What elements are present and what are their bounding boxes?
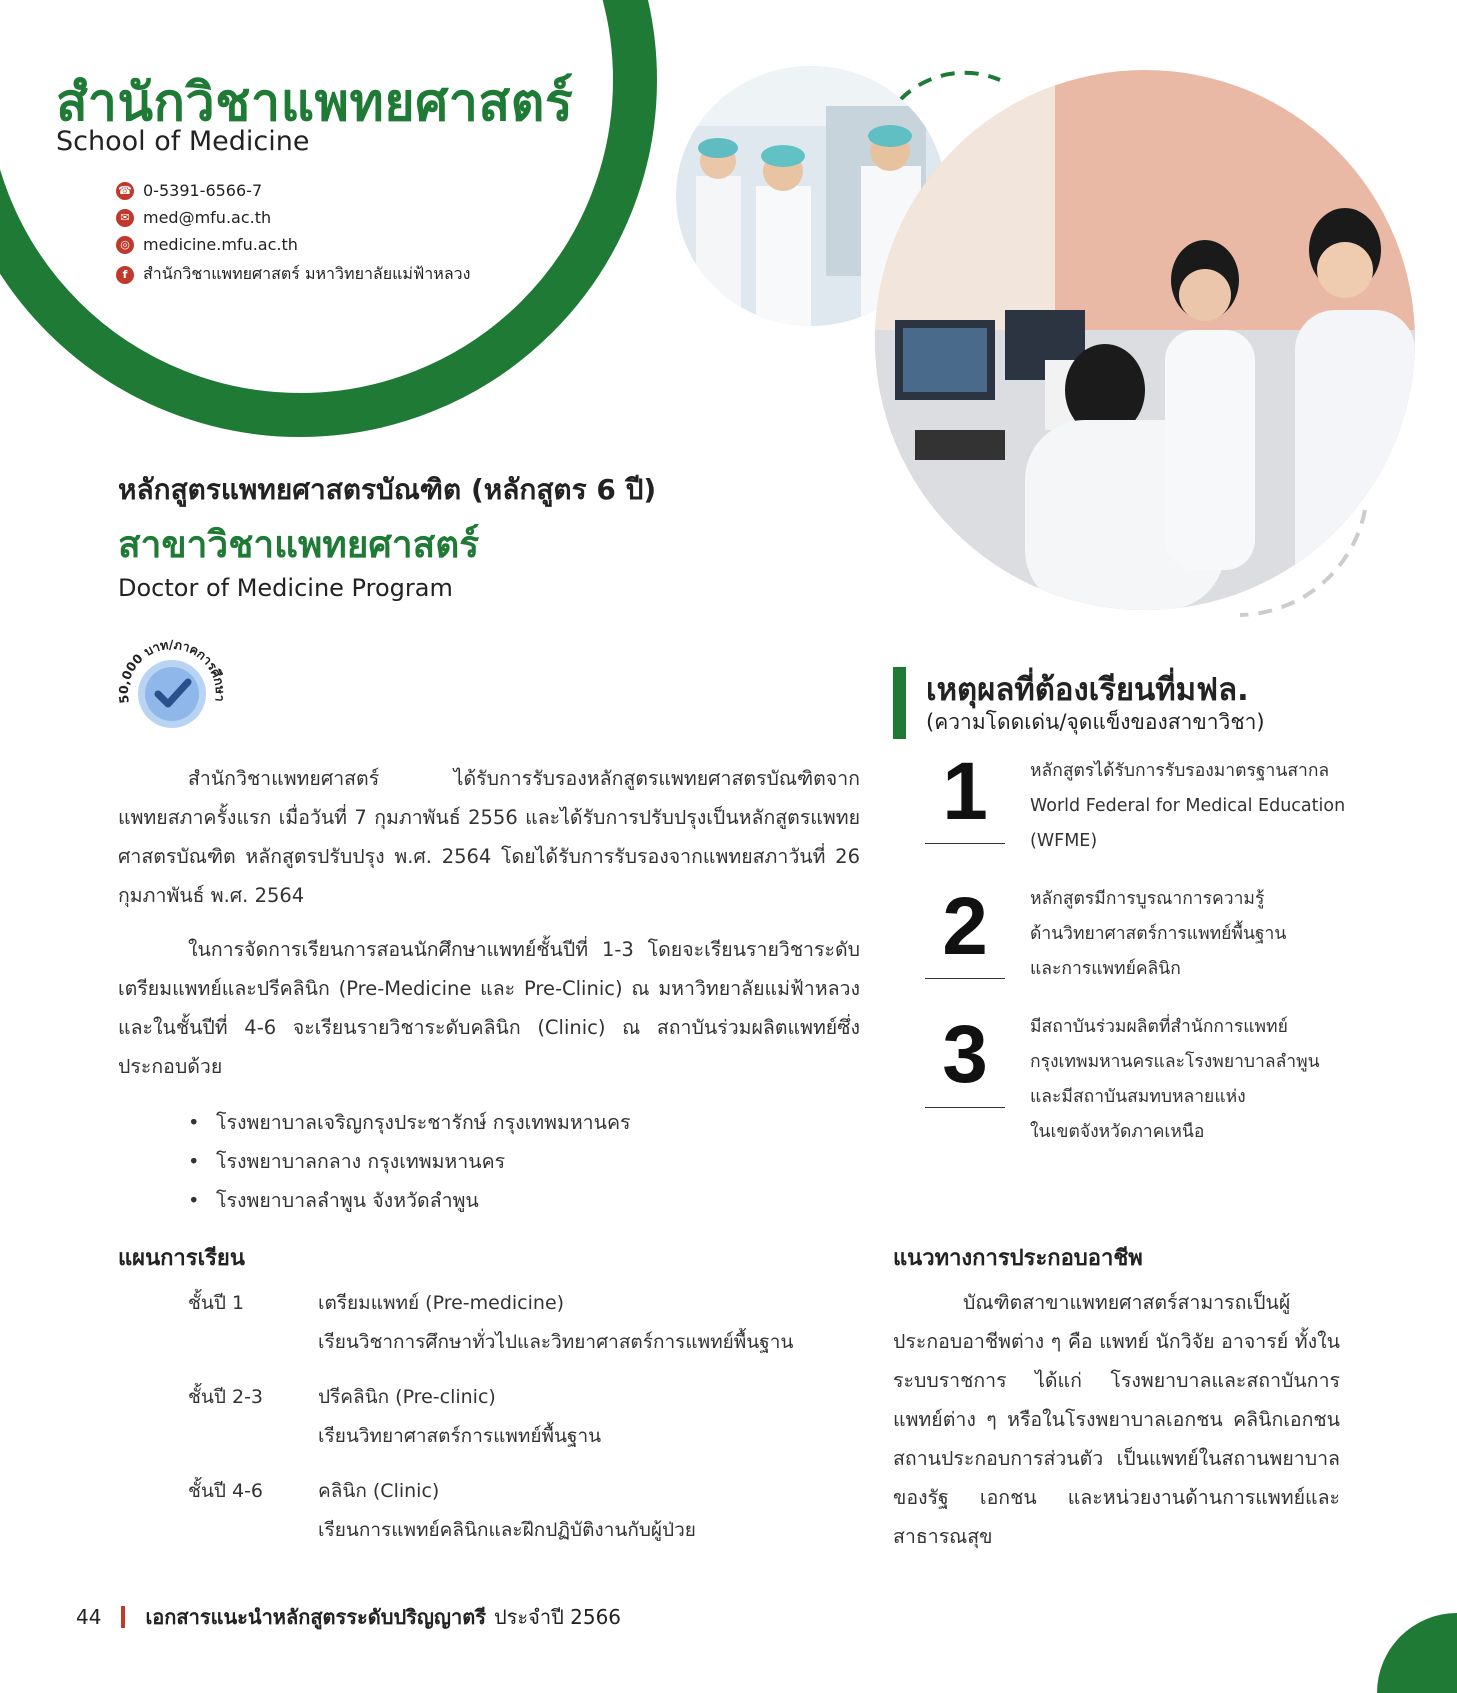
list-item: • โรงพยาบาลลำพูน จังหวัดลำพูน [188, 1189, 479, 1212]
plan-desc-1a: เตรียมแพทย์ (Pre-medicine) [318, 1292, 565, 1314]
reasons-accent-bar [893, 667, 906, 739]
plan-year-1: ชั้นปี 1 [188, 1292, 245, 1314]
program-title-en: Doctor of Medicine Program [118, 574, 453, 602]
reasons-heading: เหตุผลที่ต้องเรียนที่มฟล. [926, 672, 1249, 708]
description-text-1: สำนักวิชาแพทยศาสตร์ ได้รับการรับรองหลักสูตรแพทยศาสตรบัณฑิตจากแพทยสภาครั้งแรก เมื่อวันที่ 7 กุมภาพันธ์ 2556 และได้รับการปรับปรุงเป็นหลักสูตรแพทยศาสตรบัณฑิต หลักสูตรปรับปรุง พ.ศ. 2564 โดยได้รับการรับรองจากแพทยสภาวันที่ 26 กุมภาพันธ์ พ.ศ. 2564 [118, 767, 860, 907]
reason-divider [925, 1107, 1005, 1108]
page-number: 44 [76, 1605, 102, 1629]
contact-facebook[interactable] [116, 262, 470, 287]
footer-divider [121, 1606, 125, 1628]
description-para-1 [118, 759, 860, 915]
email-icon: ✉ [116, 209, 134, 227]
plan-year-2: ชั้นปี 2-3 [188, 1386, 264, 1408]
description-text-2: ในการจัดการเรียนการสอนนักศึกษาแพทย์ชั้นปีที่ 1-3 โดยจะเรียนรายวิชาระดับเตรียมแพทย์และปรีคลินิก (Pre-Medicine และ Pre-Clinic) ณ มหาวิทยาลัยแม่ฟ้าหลวง และในชั้นปีที่ 4-6 จะเรียนรายวิชาระดับคลินิก (Clinic) ณ สถาบันร่วมผลิตแพทย์ซึ่งประกอบด้วย [118, 938, 860, 1078]
plan-desc-2a: ปรีคลินิก (Pre-clinic) [318, 1386, 496, 1408]
school-title-th: สำนักวิชาแพทยศาสตร์ [56, 73, 574, 133]
reasons-subheading: (ความโดดเด่น/จุดแข็งของสาขาวิชา) [926, 710, 1265, 734]
tuition-badge [116, 638, 228, 750]
contact-text: 0-5391-6566-7 [143, 181, 263, 200]
career-text: บัณฑิตสาขาแพทยศาสตร์สามารถเป็นผู้ประกอบอาชีพต่าง ๆ คือ แพทย์ นักวิจัย อาจารย์ ทั้งในระบบราชการ ได้แก่ โรงพยาบาลและสถาบันการแพทย์ต่าง ๆ หรือในโรงพยาบาลเอกชน คลินิกเอกชน สถานประกอบการส่วนตัว เป็นแพทย์ในสถานพยาบาลของรัฐ เอกชน และหน่วยงานด้านการแพทย์และสาธารณสุข [893, 1291, 1340, 1548]
list-item: • โรงพยาบาลเจริญกรุงประชารักษ์ กรุงเทพมหานคร [188, 1111, 631, 1134]
list-item: • โรงพยาบาลกลาง กรุงเทพมหานคร [188, 1150, 506, 1173]
plan-year-3: ชั้นปี 4-6 [188, 1480, 264, 1502]
contact-text: med@mfu.ac.th [143, 208, 272, 227]
plan-desc-3a: คลินิก (Clinic) [318, 1480, 440, 1502]
description-para-2 [118, 930, 860, 1086]
dashed-arc-green [900, 73, 1000, 100]
hospital-list [188, 1103, 630, 1220]
corner-circle [1377, 1613, 1457, 1693]
program-title-th: หลักสูตรแพทยศาสตรบัณฑิต (หลักสูตร 6 ปี) [118, 473, 657, 506]
plan-desc-1b: เรียนวิชาการศึกษาทั่วไปและวิทยาศาสตร์การแพทย์พื้นฐาน [318, 1331, 794, 1353]
phone-icon: ☎ [116, 182, 134, 200]
reason-text-1: หลักสูตรได้รับการรับรองมาตรฐานสากล World Federal for Medical Education (WFME) [1030, 761, 1346, 851]
reason-text-2: หลักสูตรมีการบูรณาการความรู้ ด้านวิทยาศาสตร์การแพทย์พื้นฐาน และการแพทย์คลินิก [1030, 889, 1287, 979]
lab-photo-large [875, 70, 1415, 610]
globe-icon: ◎ [116, 236, 134, 254]
reason-number-1: 1 [942, 746, 988, 837]
contact-website[interactable] [116, 235, 298, 254]
reason-divider [925, 843, 1005, 844]
program-branch-th: สาขาวิชาแพทยศาสตร์ [118, 523, 480, 566]
footer-doc-title: เอกสารแนะนำหลักสูตรระดับปริญญาตรี [145, 1605, 486, 1629]
reason-number-3: 3 [942, 1009, 988, 1100]
contact-email[interactable] [116, 208, 271, 227]
contact-text: medicine.mfu.ac.th [143, 235, 298, 254]
reason-text-3: มีสถาบันร่วมผลิตที่สำนักการแพทย์ กรุงเทพมหานครและโรงพยาบาลลำพูน และมีสถาบันสมทบหลายแห่ง ในเขตจังหวัดภาคเหนือ [1030, 1017, 1320, 1142]
footer-doc-year: ประจำปี 2566 [493, 1605, 622, 1629]
school-title-en: School of Medicine [56, 126, 310, 157]
badge-text: 50,000 บาท/ภาคการศึกษา [116, 638, 228, 705]
facebook-icon: f [116, 266, 134, 284]
page-footer [76, 1601, 621, 1633]
study-plan-heading: แผนการเรียน [118, 1246, 245, 1271]
reason-divider [925, 978, 1005, 979]
contact-text: สำนักวิชาแพทยศาสตร์ มหาวิทยาลัยแม่ฟ้าหลวง [143, 264, 471, 283]
contact-phone[interactable] [116, 181, 262, 200]
reason-number-2: 2 [942, 881, 988, 972]
career-paragraph [893, 1283, 1340, 1556]
plan-desc-2b: เรียนวิทยาศาสตร์การแพทย์พื้นฐาน [318, 1425, 602, 1447]
plan-desc-3b: เรียนการแพทย์คลินิกและฝึกปฏิบัติงานกับผู้ป่วย [318, 1519, 696, 1541]
career-heading: แนวทางการประกอบอาชีพ [893, 1246, 1143, 1271]
